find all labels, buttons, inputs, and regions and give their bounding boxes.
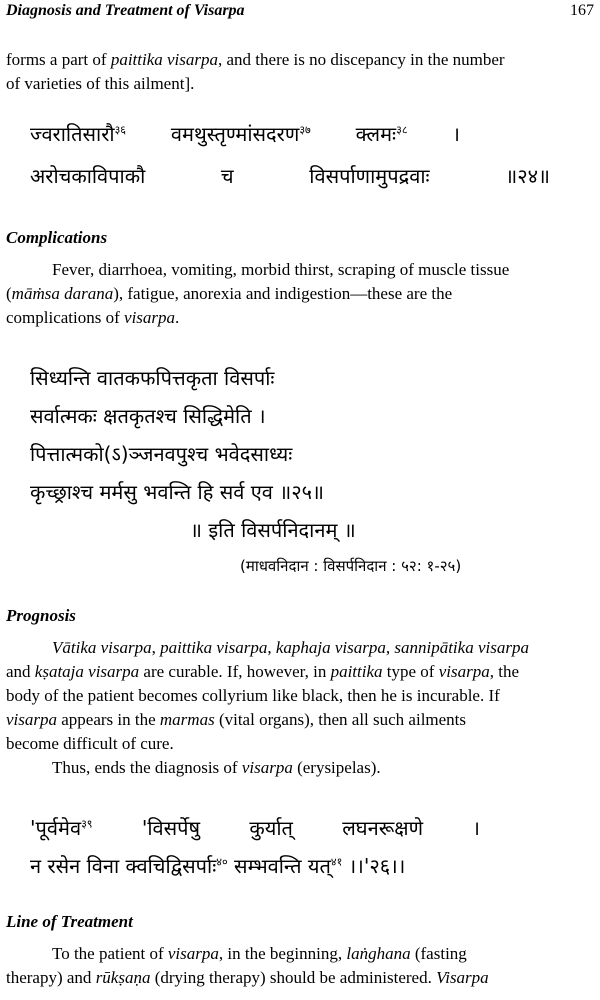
source-citation: (माधवनिदान : विसर्पनिदान : ५२: १-२५) (240, 557, 462, 575)
page-number: 167 (570, 2, 594, 19)
complications-paragraph: Fever, diarrhoea, vomiting, morbid thirst, scraping of muscle tissue (māṁsa darana), fatigue, anorexia and indigestion—these are the complications of visarpa. (6, 260, 510, 327)
running-header (6, 2, 594, 24)
verse-line: पित्तात्मको(ऽ)ञ्जनवपुश्च भवेदसाध्यः (30, 442, 293, 466)
verse-line: कृच्छ्राश्च मर्मसु भवन्ति हि सर्व एव ॥२५॥ (30, 480, 325, 504)
header-title: Diagnosis and Treatment of Visarpa (6, 2, 245, 19)
treatment-paragraph: To the patient of visarpa, in the beginning, laṅghana (fasting therapy) and rūkṣaṇa (drying therapy) should be administered. Visarpa (6, 944, 489, 987)
section-heading: Prognosis (6, 606, 76, 625)
verse-line: न रसेन विना क्वचिद्विसर्पाः$^{४०}$ सम्भवन्ति यत्$^{४१}$ ।।'२६।। (30, 854, 406, 878)
verse-line: सर्वात्मकः क्षतकृतश्च सिद्धिमेति । (30, 404, 266, 428)
verse-line: सिध्यन्ति वातकफपित्तकृता विसर्पाः (30, 366, 275, 390)
verse-line: अरोचकाविपाकौ च विसर्पाणामुपद्रवाः ॥२४॥ (30, 164, 550, 188)
verse-line: 'पूर्वमेव$^{३९}$ 'विसर्पेषु कुर्यात् लघनरूक्षणे । (30, 816, 480, 840)
colophon-line: ॥ इति विसर्पनिदानम् ॥ (190, 518, 356, 542)
prognosis-paragraph: Vātika visarpa, paittika visarpa, kaphaja visarpa, sannipātika visarpa and kṣataja visarpa are curable. If, however, in paittika type of visarpa, the body of the patient becomes collyrium like black, then he is incurable. If visarpa appears in the marmas (vital organs), then all such ailments become difficult of cure. Thus, ends the diagnosis of visarpa (erysipelas). (6, 638, 529, 777)
intro-paragraph: forms a part of paittika visarpa, and there is no discepancy in the number of varieties of this ailment]. (6, 50, 505, 93)
section-heading: Line of Treatment (6, 912, 133, 931)
verse-line: ज्वरातिसारौ$^{३६}$ वमथुस्तृण्मांसदरण$^{३७}$ क्लमः$^{३८}$ । (30, 122, 460, 146)
section-heading: Complications (6, 228, 108, 247)
